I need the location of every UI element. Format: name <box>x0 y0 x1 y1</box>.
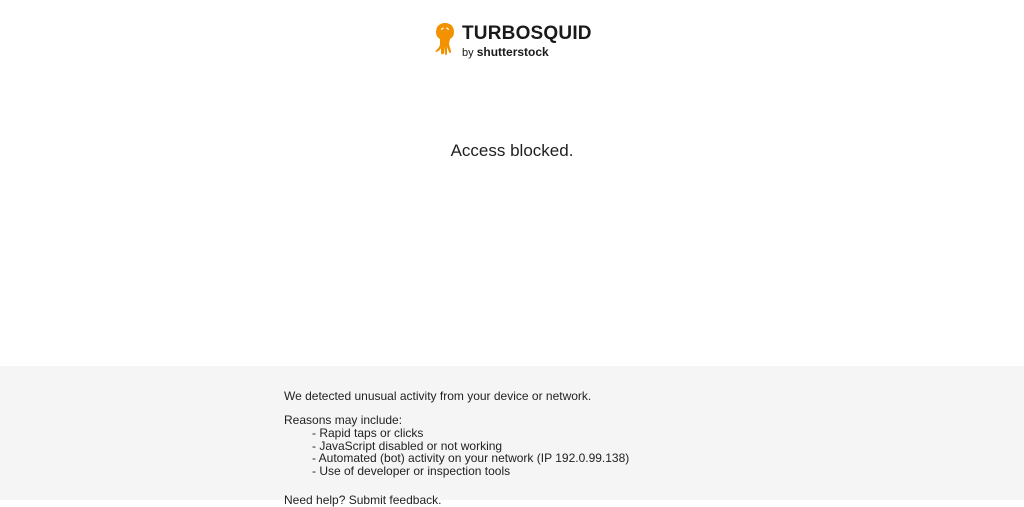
logo-byline <box>462 46 592 59</box>
intro-text: We detected unusual activity from your device or network. <box>284 389 592 403</box>
turbosquid-logo[interactable] <box>432 22 594 58</box>
list-item: - Rapid taps or clicks <box>312 426 424 440</box>
help-prefix: Need help? <box>284 492 346 507</box>
details-panel <box>0 366 1024 507</box>
squid-logo-icon <box>432 22 458 56</box>
reasons-title: Reasons may include: <box>284 413 403 427</box>
list-item: - Use of developer or inspection tools <box>312 464 511 479</box>
details-content <box>284 390 629 507</box>
page-title: Access blocked. <box>450 141 574 160</box>
logo-text <box>462 22 592 59</box>
submit-feedback-link[interactable]: Submit feedback. <box>348 492 442 507</box>
reason-list <box>284 427 629 478</box>
list-item: - JavaScript disabled or not working <box>312 438 503 453</box>
logo-parent: shutterstock <box>476 45 549 59</box>
logo-by: by <box>462 47 474 59</box>
logo-wordmark: TURBOSQUID <box>462 23 592 44</box>
help-line <box>284 494 629 507</box>
list-item: - Automated (bot) activity on your network (IP 192.0.99.138) <box>312 451 630 466</box>
